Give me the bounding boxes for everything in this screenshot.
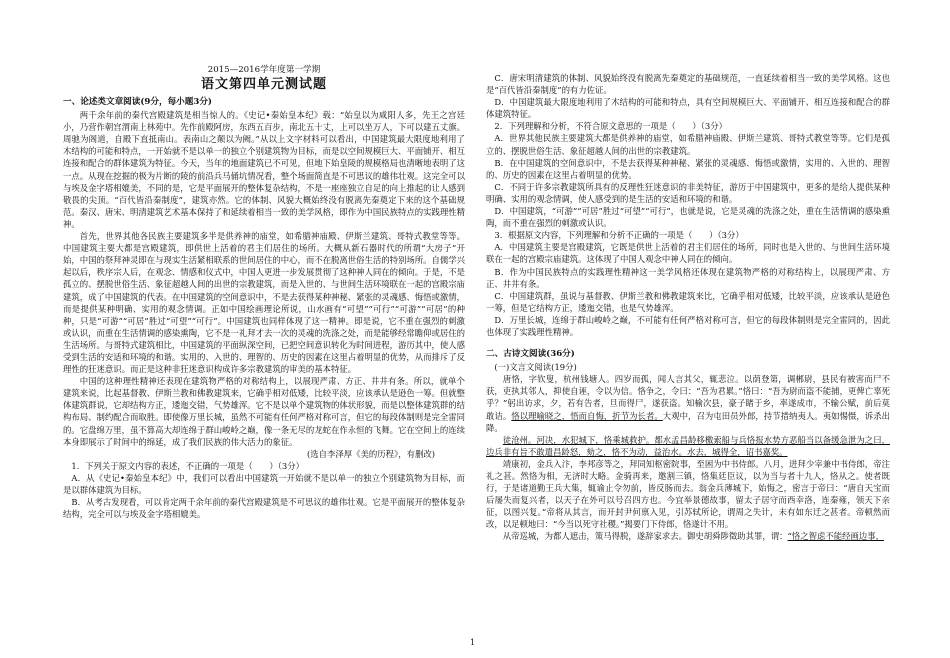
classical-paragraph-3: 靖康初，金兵入汴，李邦彦等之，拜同知枢密院事，至困为中书侍郎。八月，进拜少宰兼中书侍郎，帝注礼之甚。然恪为相，无济时大略。金骑再来，邀割三镇，恪集廷臣议，以为当与者十九人，恪从之。使者既行，于是诸道勤王兵大集，辄谕止令勿前，皆反肠而去。翁金兵薄城下，始悔之，密言于帝曰：“唐自天宝而后屡失而复兴者，以天子在外可以号召四方也。今宜举景德故事，留太子居守而西幸洛，连秦雍，领天下亲征，以图兴复。”帝将从其言，而开封尹何禀入见，引苏轼所论，谓周之失计，未有如东迁之甚者。帝顿然而改，以足顿地曰：“今当以死守社稷。”揭要门下侍郎，恪遂计不用。 [486,458,890,530]
question-1-stem: 1．下列关于原文内容的表述，不正确的一项是（ ）（3分） [71,460,304,471]
left-column [63,64,465,520]
exam-term: 2015—2016学年度第一学期 [207,65,321,75]
question-3-option-a: A．中国建筑主要是宫殿建筑，它既是供世上活着的君主们居住的场所，同时也是入世的、与世间生活环境联在一起的宫殿宗庙建筑。这体现了中国人观念中神人同在的倾向。 [486,242,890,265]
question-1-option-b: B．从考古发现看，可以肯定两千余年前的秦代宫殿建筑是不可思议的雄伟壮观。它是平面展开的整体复杂结构，完全可以与埃及金字塔相媲美。 [63,497,465,520]
question-3-stem: 3．根据原文内容，下列理解和分析不正确的一项是（ ）（3分） [494,230,744,241]
question-1-option-c: C．唐宋明清建筑的体制、风貌始终没有脱离先秦奠定的基础规范，一直延续着相当一致的美学风格。这也是“百代皆沿秦制度”的有力佐证。 [486,73,890,96]
classical-paragraph-4 [486,530,890,542]
question-1-option-d: D．中国建筑最大限度地利用了木结构的可能和特点，具有空间规模巨大、平面铺开、相互连接和配合的群体建筑特征。 [486,97,890,120]
question-2-option-c: C．不同于许多宗教建筑所具有的反理性狂迷意识的非美特征，游历于中国建筑中，更多的是给人提供某种明确、实用的观念情调，使人感受到的是生活的安适和环境的和谐。 [486,181,890,204]
question-3-option-c: C．中国建筑群，虽说与基督教、伊斯兰教和佛教建筑来比，它确乎相对低矮，比较平淡，应该承认是逊色一筹，但是它结构方正，逶迤交错，也是气势雄浑。 [486,290,890,313]
question-1-option-a: A．从《史记•秦始皇本纪》中，我们可以看出中国建筑一开始就不是以单一的独立个别建筑物为目标，而是以群体建筑为目标。 [63,472,465,495]
punctuation-exercise-text: 徒沧州。河决，水犯城下，恪乘城救护。都水孟昌龄移檄索船与兵恪报水势方恶船当以备缓急泄为之曰，边兵非有旨不敢遣昌龄怒，劾之，恪不为动，益治水。水去，城得全，诏书嘉奖。 [486,434,890,457]
question-2-stem: 2．下列理解和分析，不符合原文意思的一项是（ ）（3分） [494,121,727,132]
section-two-heading: 二、古诗文阅读(36分) [486,349,575,360]
section-spacer [486,338,890,346]
classical-paragraph-2 [486,434,890,458]
underlined-sentence-2: “恪之智虑不能经画边事， [787,531,884,542]
classical-paragraph-1-part-b: 躬出访求，夕，若有告者，旦而得尸，遂获盗。知榆次县，豪子睹于乡，率遂成市，不输公赋，前后莫敢诘。 [486,398,890,421]
passage-paragraph-2: 首先，世界其他各民族主要建筑多半是供养神的庙堂，如希腊神庙殿、伊斯兰建筑、哥特式教堂等等。中国建筑主要大都是宫殿建筑，即供世上活着的君主们居住的场所。大概从新石器时代的所谓“大房子”开始，中国的祭拜神灵即在与现实生活紧相联系的世间居住的中心，而不在脱离世俗生活的特别场所。自儒学兴起以后，秩序宗人后，在观念、情感和仪式中，中国人更进一步发展贯彻了这种神人同在的倾向。于是，不是孤立的、摆脱世俗生活、象征超越人间的出世的宗教建筑，而是入世的、与世间生活环境联在一起的宫殿宗庙建筑，成了中国建筑的代表。在中国建筑的空间意识中，不是去获得某种神秘、紧张的灵魂感、悔悟或激情，而是提供某种明确、实用的观念情调。正如中国绘画理论所说，山水画有“可望”“可行”“可游”“可居”的种种，只是“可游”“可居”胜过“可望”“可行”。中国建筑也同样体现了这一精神。即是说，它不重在强烈的刺激或认识，而重在生活情调的感染熏陶，它不是一礼拜才去一次的灵魂的洗涤之处，而是能够经常瞻仰或居住的生活场所。与哥特式建筑相比，中国建筑的平面纵深空间，已把空间意识转化为时间进程，游历其中，使人感受到生活的安适和环境的和谐。实用的、入世的、理智的、历史的因素在这里占着明显的优势，从而排斥了反理性的狂迷意识。而正是这种非狂迷意识构成许多宗教建筑的审美的基本特征。 [63,231,465,375]
exam-title: 语文第四单元测试题 [200,77,327,92]
classical-paragraph-1 [486,373,890,433]
question-3-option-b: B．作为中国民族特点的实践理性精神这一美学风格还体现在建筑物严格的对称结构上，以展现严肃、方正、井井有条。 [486,266,890,289]
question-2-option-b: B．在中国建筑的空间意识中，不是去获得某种神秘、紧张的灵魂感、悔悟或激情，实用的、入世的、理智的、历史的因素在这里占着明显的优势。 [486,157,890,180]
section-one-heading: 一、论述类文章阅读(9分，每小题3分) [63,97,212,107]
passage-paragraph-3: 中国的这种理性精神还表现在建筑物严格的对称结构上，以展现严肃、方正、井井有条。所以，就单个建筑来说，比起基督教、伊斯兰教和佛教建筑来，它确乎相对低矮，比较平淡，应该承认是逊色一筹。但就整体建筑群说，它却结构方正，逶迤交错，气势雄浑。它不是以单个建筑物的体状形貌，而是以整体建筑群的结构布局、制约配合而取胜。即使像万里长城，虽然不可能有任何严格对称可言，但它的每段体制则是完全雷同的。它盘绵万里，虽不算高大却连绵于群山峻岭之巅，像一条无尽的龙蛇在作永恒的飞舞。它在空间上的连续本身即展示了时间中的绵延，成了我们民族的伟大活力的象征。 [63,376,465,447]
right-column [486,72,890,543]
subsection-heading: (一)文言文阅读(19分) [494,362,577,373]
question-3-option-d: D．万里长城，连绵于群山峻岭之巅，不可能有任何严格对称可言，但它的每段体制则是完全雷同的，因此也体现了实践理性精神。 [486,314,890,337]
question-2-option-d: D．中国建筑，“可游”“可居”胜过“可望”“可行”，也就是说，它是灵魂的洗涤之处，重在生活情调的感染熏陶，而不重在强烈的刺激或认识。 [486,206,890,229]
question-2-option-a: A．世界其他民族主要建筑大都是供养神的庙堂，如希腊神庙殿、伊斯兰建筑、哥特式教堂等等。它们是孤立的、摆脱世俗生活、象征超越人间的出世的宗教建筑。 [486,133,890,156]
page-number: 1 [470,638,476,647]
passage-source: (选自李泽厚《美的历程》，有删改) [307,448,435,459]
passage-paragraph-1: 两千余年前的秦代宫殿建筑是相当惊人的。《史记•秦始皇本纪》载：“始皇以为咸阳人多，先王之宫廷小，乃营作朝宫渭南上林苑中。先作前殿阿房，东西五百步，南北五十丈，上可以坐万人，下可以建五丈旗。周驰为阁道，自殿下直抵南山。表南山之颠以为阙。”从以上文字材料可以看出，中国建筑最大限度地利用了木结构的可能和特点，一开始就不是以单一的独立个别建筑物为目标，而是以空间规模巨大、平面铺开、相互连接和配合的群体建筑为特征。今天，当年的地面建筑已不可见，但地下始皇陵的规模格局也清晰地表明了这一点。从现在挖掘的极为片断的陵的前沿兵马俑坑情况看，整个场面简直是不可思议的雄伟壮观。这完全可以与埃及金字塔相媲美，不同的是，它是平面展开的整体复杂结构，不是一座座独立自足的向上推起的让人感到敬畏的尖顶。“百代皆沿秦制度”，建筑亦然。它的体制、风貌大概始终没有脱离先秦奠定下来的这个基础规范。秦汉、唐宋、明清建筑艺术基本保持了和延续着相当一致的美学风格，即作为中国民族特点的实践理性精神。 [63,110,465,229]
classical-paragraph-1-part-a: 唐恪，字钦叟，杭州钱塘人。四岁而孤，闻人言其父，辄悲泣。以荫登第，调郴尉，县民有被害而尸不获，吏执其邻人，抑使自诬，令以为信。恪争之，令曰：“吾为君累。”恪曰：“吾为尉而盗不能捕，更俾亡辜死乎？” [486,374,890,409]
underlined-sentence-1: 恪以理喻晓之，悟而自悔，折节为长者。 [511,410,663,421]
classical-paragraph-4-part-a: 从帝巡城，为都人遮击，策马得脱，遂辞家求去。御史胡舜陟徵助其罪，谓： [502,531,788,542]
classical-paragraph-1-part-d: 大观中，召为屯田员外郎，持节措纳夷人。夷如惕慑，诉杀出降。 [486,410,891,433]
